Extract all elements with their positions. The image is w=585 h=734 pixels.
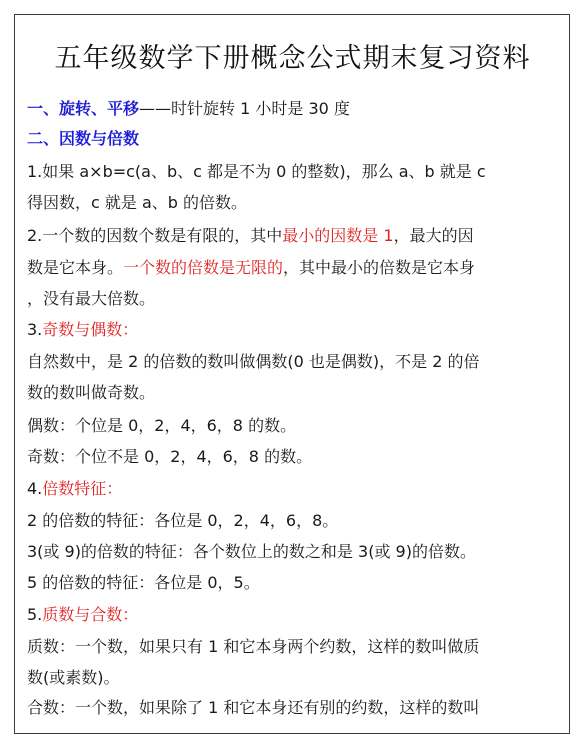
para-4-line-2: 3(或 9)的倍数的特征：各个数位上的数之和是 3(或 9)的倍数。 [27, 542, 476, 561]
para-3-line-2: 数的数叫做奇数。 [27, 383, 156, 402]
para-2-line-1 [27, 226, 474, 246]
para-4-line-1: 2 的倍数的特征：各位是 0，2，4，6，8。 [27, 511, 339, 530]
para-3-line-1: 自然数中，是 2 的倍数的数叫做偶数(0 也是偶数)，不是 2 的倍 [27, 352, 480, 371]
para-5-number: 5. [27, 605, 43, 624]
para-2-text-d: 数是它本身。 [27, 258, 124, 277]
section-1-line [27, 99, 350, 119]
para-3-heading [27, 320, 138, 340]
para-2-highlight-multiples-infinite: 一个数的倍数是无限的 [123, 258, 284, 277]
para-1-line-2: 得因数，c 就是 a、b 的倍数。 [27, 193, 248, 212]
section-1-heading: 一、旋转、平移 [27, 99, 140, 118]
para-1-line-1: 1.如果 a×b=c(a、b、c 都是不为 0 的整数)，那么 a、b 就是 c [27, 162, 486, 181]
para-3-number: 3. [27, 320, 43, 339]
page-border [14, 14, 570, 734]
section-2-heading: 二、因数与倍数 [27, 129, 140, 148]
para-2-text-e: ，其中最小的倍数是它本身 [283, 258, 476, 277]
para-2-highlight-smallest-factor: 最小的因数是 1 [282, 226, 394, 245]
para-4-heading [27, 479, 122, 499]
para-4-number: 4. [27, 479, 43, 498]
para-5-heading [27, 605, 138, 625]
page-title: 五年级数学下册概念公式期末复习资料 [54, 43, 531, 74]
section-1-text: ——时针旋转 1 小时是 30 度 [139, 99, 350, 118]
para-2-text-c: ，最大的因 [393, 226, 474, 245]
para-2-line-3: ，没有最大倍数。 [27, 289, 156, 308]
para-5-line-2: 数(或素数)。 [27, 668, 120, 687]
para-5-title: 质数与合数： [42, 605, 139, 624]
para-2-line-2 [27, 258, 475, 278]
para-5-line-3: 合数：一个数，如果除了 1 和它本身还有别的约数，这样的数叫 [27, 698, 480, 717]
para-3-title: 奇数与偶数： [42, 320, 139, 339]
para-3-even: 偶数：个位是 0，2，4，6，8 的数。 [27, 416, 297, 435]
para-2-text-a: 2.一个数的因数个数是有限的，其中 [27, 226, 283, 245]
para-4-line-3: 5 的倍数的特征：各位是 0，5。 [27, 573, 260, 592]
para-4-title: 倍数特征： [42, 479, 123, 498]
para-3-odd: 奇数：个位不是 0，2，4，6，8 的数。 [27, 447, 313, 466]
para-5-line-1: 质数：一个数，如果只有 1 和它本身两个约数，这样的数叫做质 [27, 637, 480, 656]
